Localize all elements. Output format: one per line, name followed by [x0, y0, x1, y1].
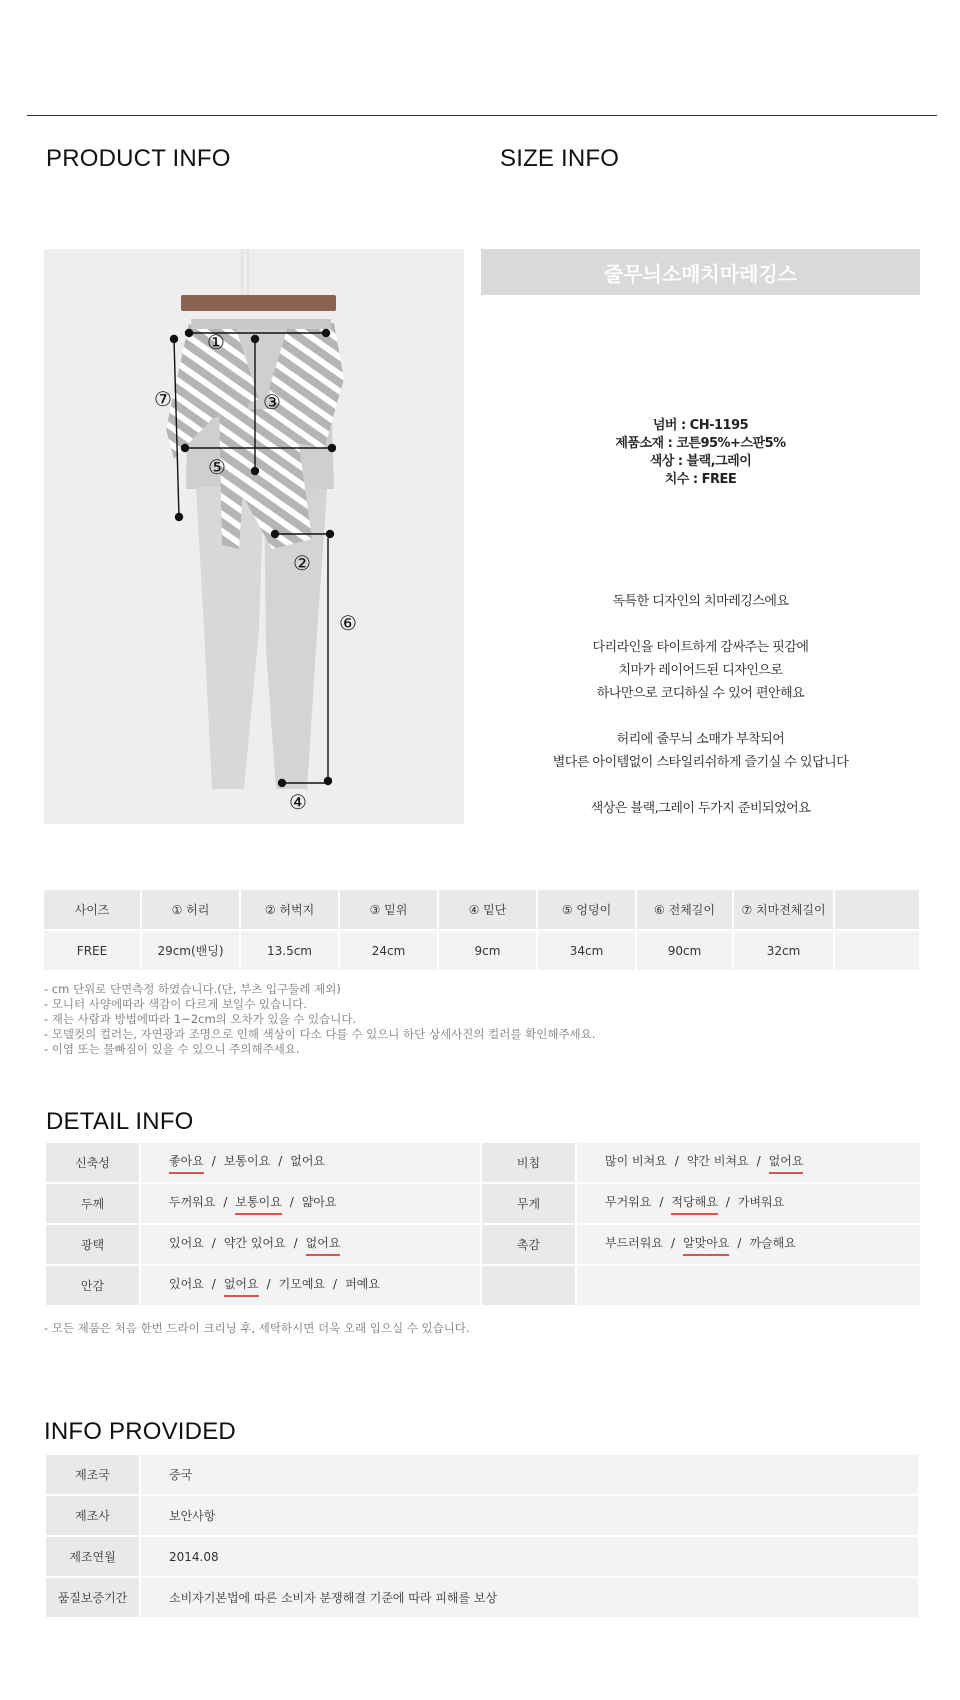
detail-option: 퍼예요	[345, 1276, 380, 1291]
size-cell	[834, 930, 920, 971]
detail-option: 적당해요	[671, 1193, 717, 1215]
description-line: 별다른 아이템없이 스타일리쉬하게 즐기실 수 있답니다	[552, 755, 849, 770]
size-cell: 29cm(밴딩)	[141, 930, 240, 971]
marker-7: ⑦	[154, 387, 172, 411]
size-table	[44, 890, 921, 972]
info-value: 소비자기본법에 따른 소비자 분쟁해결 기준에 따라 피해를 보상	[140, 1577, 919, 1618]
detail-row	[45, 1265, 921, 1306]
size-cell: 24cm	[339, 930, 438, 971]
spec-size: 치수 : FREE	[664, 472, 737, 487]
size-table-row	[44, 930, 920, 971]
detail-options: 두꺼워요 / 보통이요 / 얇아요	[140, 1183, 481, 1224]
size-note: - 모니터 사양에따라 색감이 다르게 보일수 있습니다.	[44, 997, 308, 1011]
size-cell: 34cm	[537, 930, 636, 971]
product-photo	[44, 249, 464, 824]
detail-option: 보통이요	[223, 1153, 271, 1168]
detail-row	[45, 1142, 921, 1183]
info-label: 제조사	[45, 1495, 140, 1536]
detail-label-empty	[481, 1265, 576, 1306]
detail-option: 없어요	[290, 1153, 326, 1168]
info-value: 보안사항	[140, 1495, 919, 1536]
detail-label: 신축성	[45, 1142, 140, 1183]
detail-option: 없어요	[769, 1152, 804, 1174]
info-row	[45, 1495, 919, 1536]
detail-option: 없어요	[306, 1234, 341, 1256]
size-cell: 90cm	[636, 930, 733, 971]
size-header-cell	[834, 890, 920, 930]
size-header-cell: ② 허벅지	[240, 890, 339, 930]
size-notes	[44, 982, 595, 1057]
info-row	[45, 1577, 919, 1618]
size-header-cell: ⑤ 엉덩이	[537, 890, 636, 930]
detail-option: 있어요	[169, 1276, 204, 1291]
size-header-cell: ① 허리	[141, 890, 240, 930]
info-label: 품질보증기간	[45, 1577, 140, 1618]
marker-2: ②	[293, 551, 311, 575]
detail-option: 있어요	[169, 1235, 204, 1250]
size-note: - cm 단위로 단면측정 하였습니다.(단, 부츠 입구둘레 제외)	[44, 982, 341, 996]
detail-options: 좋아요 / 보통이요 / 없어요	[140, 1142, 481, 1183]
marker-4: ④	[289, 790, 307, 814]
marker-5: ⑤	[208, 455, 226, 479]
size-header-cell: ⑦ 치마전체길이	[733, 890, 834, 930]
detail-option: 까슬해요	[749, 1235, 796, 1250]
detail-row	[45, 1224, 921, 1265]
marker-1: ①	[207, 330, 225, 354]
detail-option: 약간 비쳐요	[686, 1153, 749, 1168]
info-label: 제조국	[45, 1454, 140, 1495]
detail-option: 없어요	[224, 1275, 259, 1297]
detail-option: 알맞아요	[683, 1234, 729, 1256]
detail-options: 많이 비쳐요 / 약간 비쳐요 / 없어요	[576, 1142, 921, 1183]
detail-option: 보통이요	[235, 1193, 281, 1215]
size-cell: 13.5cm	[240, 930, 339, 971]
detail-option: 얇아요	[301, 1194, 337, 1209]
description-line: 치마가 레이어드된 디자인으로	[618, 663, 783, 678]
description-line: 색상은 블랙,그레이 두가지 준비되었어요	[590, 801, 811, 816]
size-header-cell: ⑥ 전체길이	[636, 890, 733, 930]
info-value: 중국	[140, 1454, 919, 1495]
size-note: - 이염 또는 물빠짐이 있을 수 있으니 주의해주세요.	[44, 1042, 300, 1056]
detail-table	[44, 1141, 922, 1307]
detail-options-empty	[576, 1265, 921, 1306]
product-name-bar	[481, 249, 920, 295]
spec-material: 제품소재 : 코튼95%+스판5%	[615, 436, 786, 451]
detail-options: 있어요 / 약간 있어요 / 없어요	[140, 1224, 481, 1265]
detail-label: 무게	[481, 1183, 576, 1224]
detail-option: 약간 있어요	[223, 1235, 286, 1250]
info-provided-title: INFO PROVIDED	[44, 1418, 236, 1445]
detail-options: 무거워요 / 적당해요 / 가벼워요	[576, 1183, 921, 1224]
product-info-title: PRODUCT INFO	[46, 145, 231, 172]
detail-label: 촉감	[481, 1224, 576, 1265]
size-header-cell: 사이즈	[44, 890, 141, 930]
size-cell: FREE	[44, 930, 141, 971]
info-row	[45, 1454, 919, 1495]
detail-info-title: DETAIL INFO	[46, 1108, 194, 1135]
detail-options: 있어요 / 없어요 / 기모예요 / 퍼예요	[140, 1265, 481, 1306]
marker-3: ③	[263, 390, 281, 414]
description-line: 독특한 디자인의 치마레깅스에요	[612, 594, 789, 609]
detail-label: 안감	[45, 1265, 140, 1306]
detail-option: 많이 비쳐요	[605, 1153, 667, 1168]
detail-label: 비침	[481, 1142, 576, 1183]
spec-color: 색상 : 블랙,그레이	[649, 454, 752, 469]
info-provided-table	[44, 1453, 920, 1619]
size-info-title: SIZE INFO	[500, 145, 620, 172]
size-table-header	[44, 890, 920, 930]
size-cell: 9cm	[438, 930, 537, 971]
size-note: - 재는 사람과 방법에따라 1~2cm의 오차가 있을 수 있습니다.	[44, 1012, 357, 1026]
info-row	[45, 1536, 919, 1577]
detail-option: 부드러워요	[605, 1235, 663, 1250]
top-divider	[27, 115, 937, 116]
detail-row	[45, 1183, 921, 1224]
marker-6: ⑥	[339, 611, 357, 635]
detail-option: 무거워요	[605, 1194, 652, 1209]
size-header-cell: ④ 밑단	[438, 890, 537, 930]
description-line: 다리라인을 타이트하게 감싸주는 핏감에	[592, 640, 809, 655]
size-cell: 32cm	[733, 930, 834, 971]
detail-label: 두께	[45, 1183, 140, 1224]
product-name: 줄무늬소매치마레깅스	[603, 261, 798, 286]
size-header-cell: ③ 밑위	[339, 890, 438, 930]
detail-label: 광택	[45, 1224, 140, 1265]
care-note: - 모든 제품은 처음 한번 드라이 크리닝 후, 세탁하시면 더욱 오래 입으실 수 있습니다.	[44, 1321, 470, 1335]
info-label: 제조연월	[45, 1536, 140, 1577]
detail-option: 두꺼워요	[169, 1194, 216, 1209]
detail-options: 부드러워요 / 알맞아요 / 까슬해요	[576, 1224, 921, 1265]
product-spec-list	[481, 417, 920, 489]
detail-option: 좋아요	[169, 1152, 204, 1174]
detail-option: 기모예요	[278, 1276, 326, 1291]
description-line: 하나만으로 코디하실 수 있어 편안해요	[596, 686, 805, 701]
size-note: - 모델컷의 컬러는, 자연광과 조명으로 인해 색상이 다소 다를 수 있으니 하단 상세사진의 컬러를 확인해주세요.	[44, 1027, 596, 1041]
detail-option: 가벼워요	[737, 1194, 785, 1209]
description-line: 허리에 줄무늬 소매가 부착되어	[616, 732, 785, 747]
info-value: 2014.08	[140, 1536, 919, 1577]
spec-number: 넘버 : CH-1195	[652, 418, 749, 433]
